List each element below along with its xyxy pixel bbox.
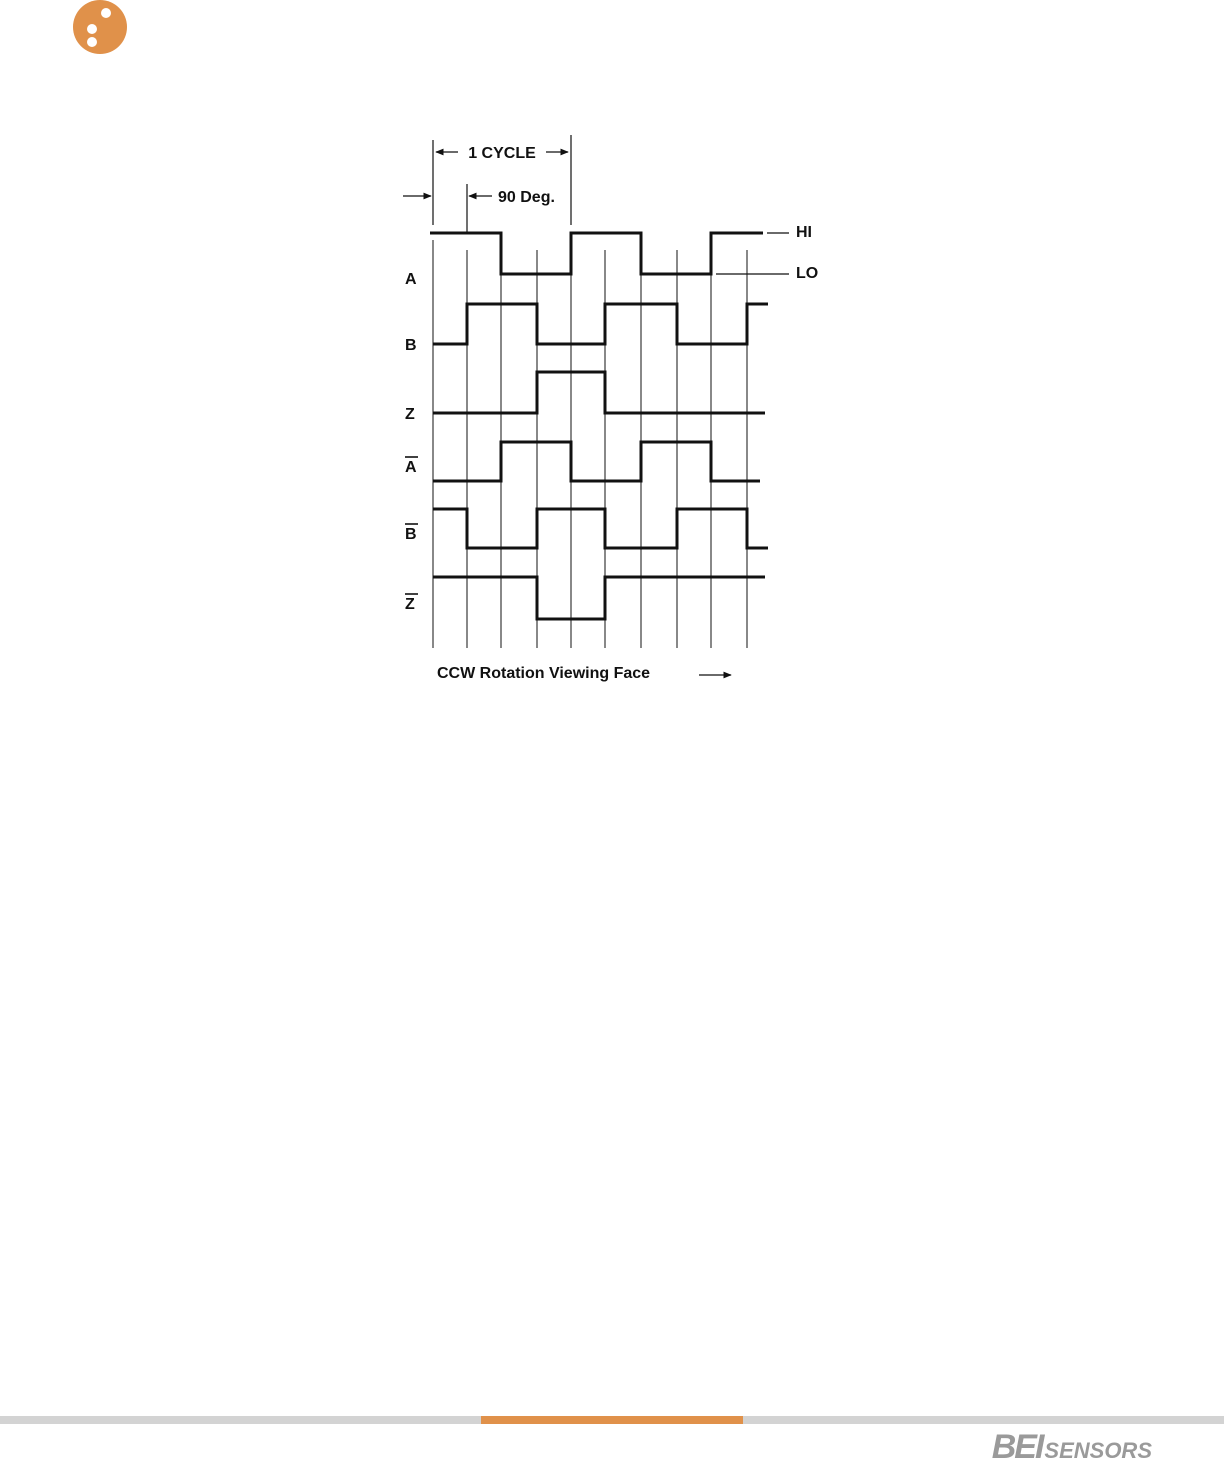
cycle-label: 1 CYCLE xyxy=(468,145,536,162)
logo-dot-bottom xyxy=(87,37,97,47)
quadrature-timing-diagram xyxy=(380,120,850,700)
hi-label: HI xyxy=(796,224,812,241)
channel-labels xyxy=(405,271,418,613)
rotation-caption: CCW Rotation Viewing Face xyxy=(437,665,651,682)
channel-label: Z xyxy=(405,596,415,613)
waveform-a xyxy=(430,233,763,274)
logo-sensors-text: SENSORS xyxy=(1044,1438,1152,1463)
logo-bei-text: BEI xyxy=(991,1428,1043,1466)
logo-circle xyxy=(73,0,127,54)
channel-label: B xyxy=(405,337,417,354)
timing-guide-lines xyxy=(433,240,747,648)
phase-label: 90 Deg. xyxy=(498,189,555,206)
channel-label: Z xyxy=(405,406,415,423)
channel-label: A xyxy=(405,459,417,476)
corner-logo-icon xyxy=(72,0,128,56)
footer-accent-bar xyxy=(481,1416,743,1424)
logo-dot-mid xyxy=(87,24,97,34)
logo-dot-top xyxy=(101,8,111,18)
waveform-b-bar xyxy=(433,509,768,548)
waveform-z-bar xyxy=(433,577,765,619)
channel-label: B xyxy=(405,526,417,543)
lo-label: LO xyxy=(796,265,819,282)
waveform-z xyxy=(433,372,765,413)
bei-sensors-logo xyxy=(992,1428,1152,1464)
channel-label: A xyxy=(405,271,417,288)
waveforms xyxy=(430,233,768,619)
waveform-b xyxy=(433,304,768,344)
waveform-a-bar xyxy=(433,442,760,481)
